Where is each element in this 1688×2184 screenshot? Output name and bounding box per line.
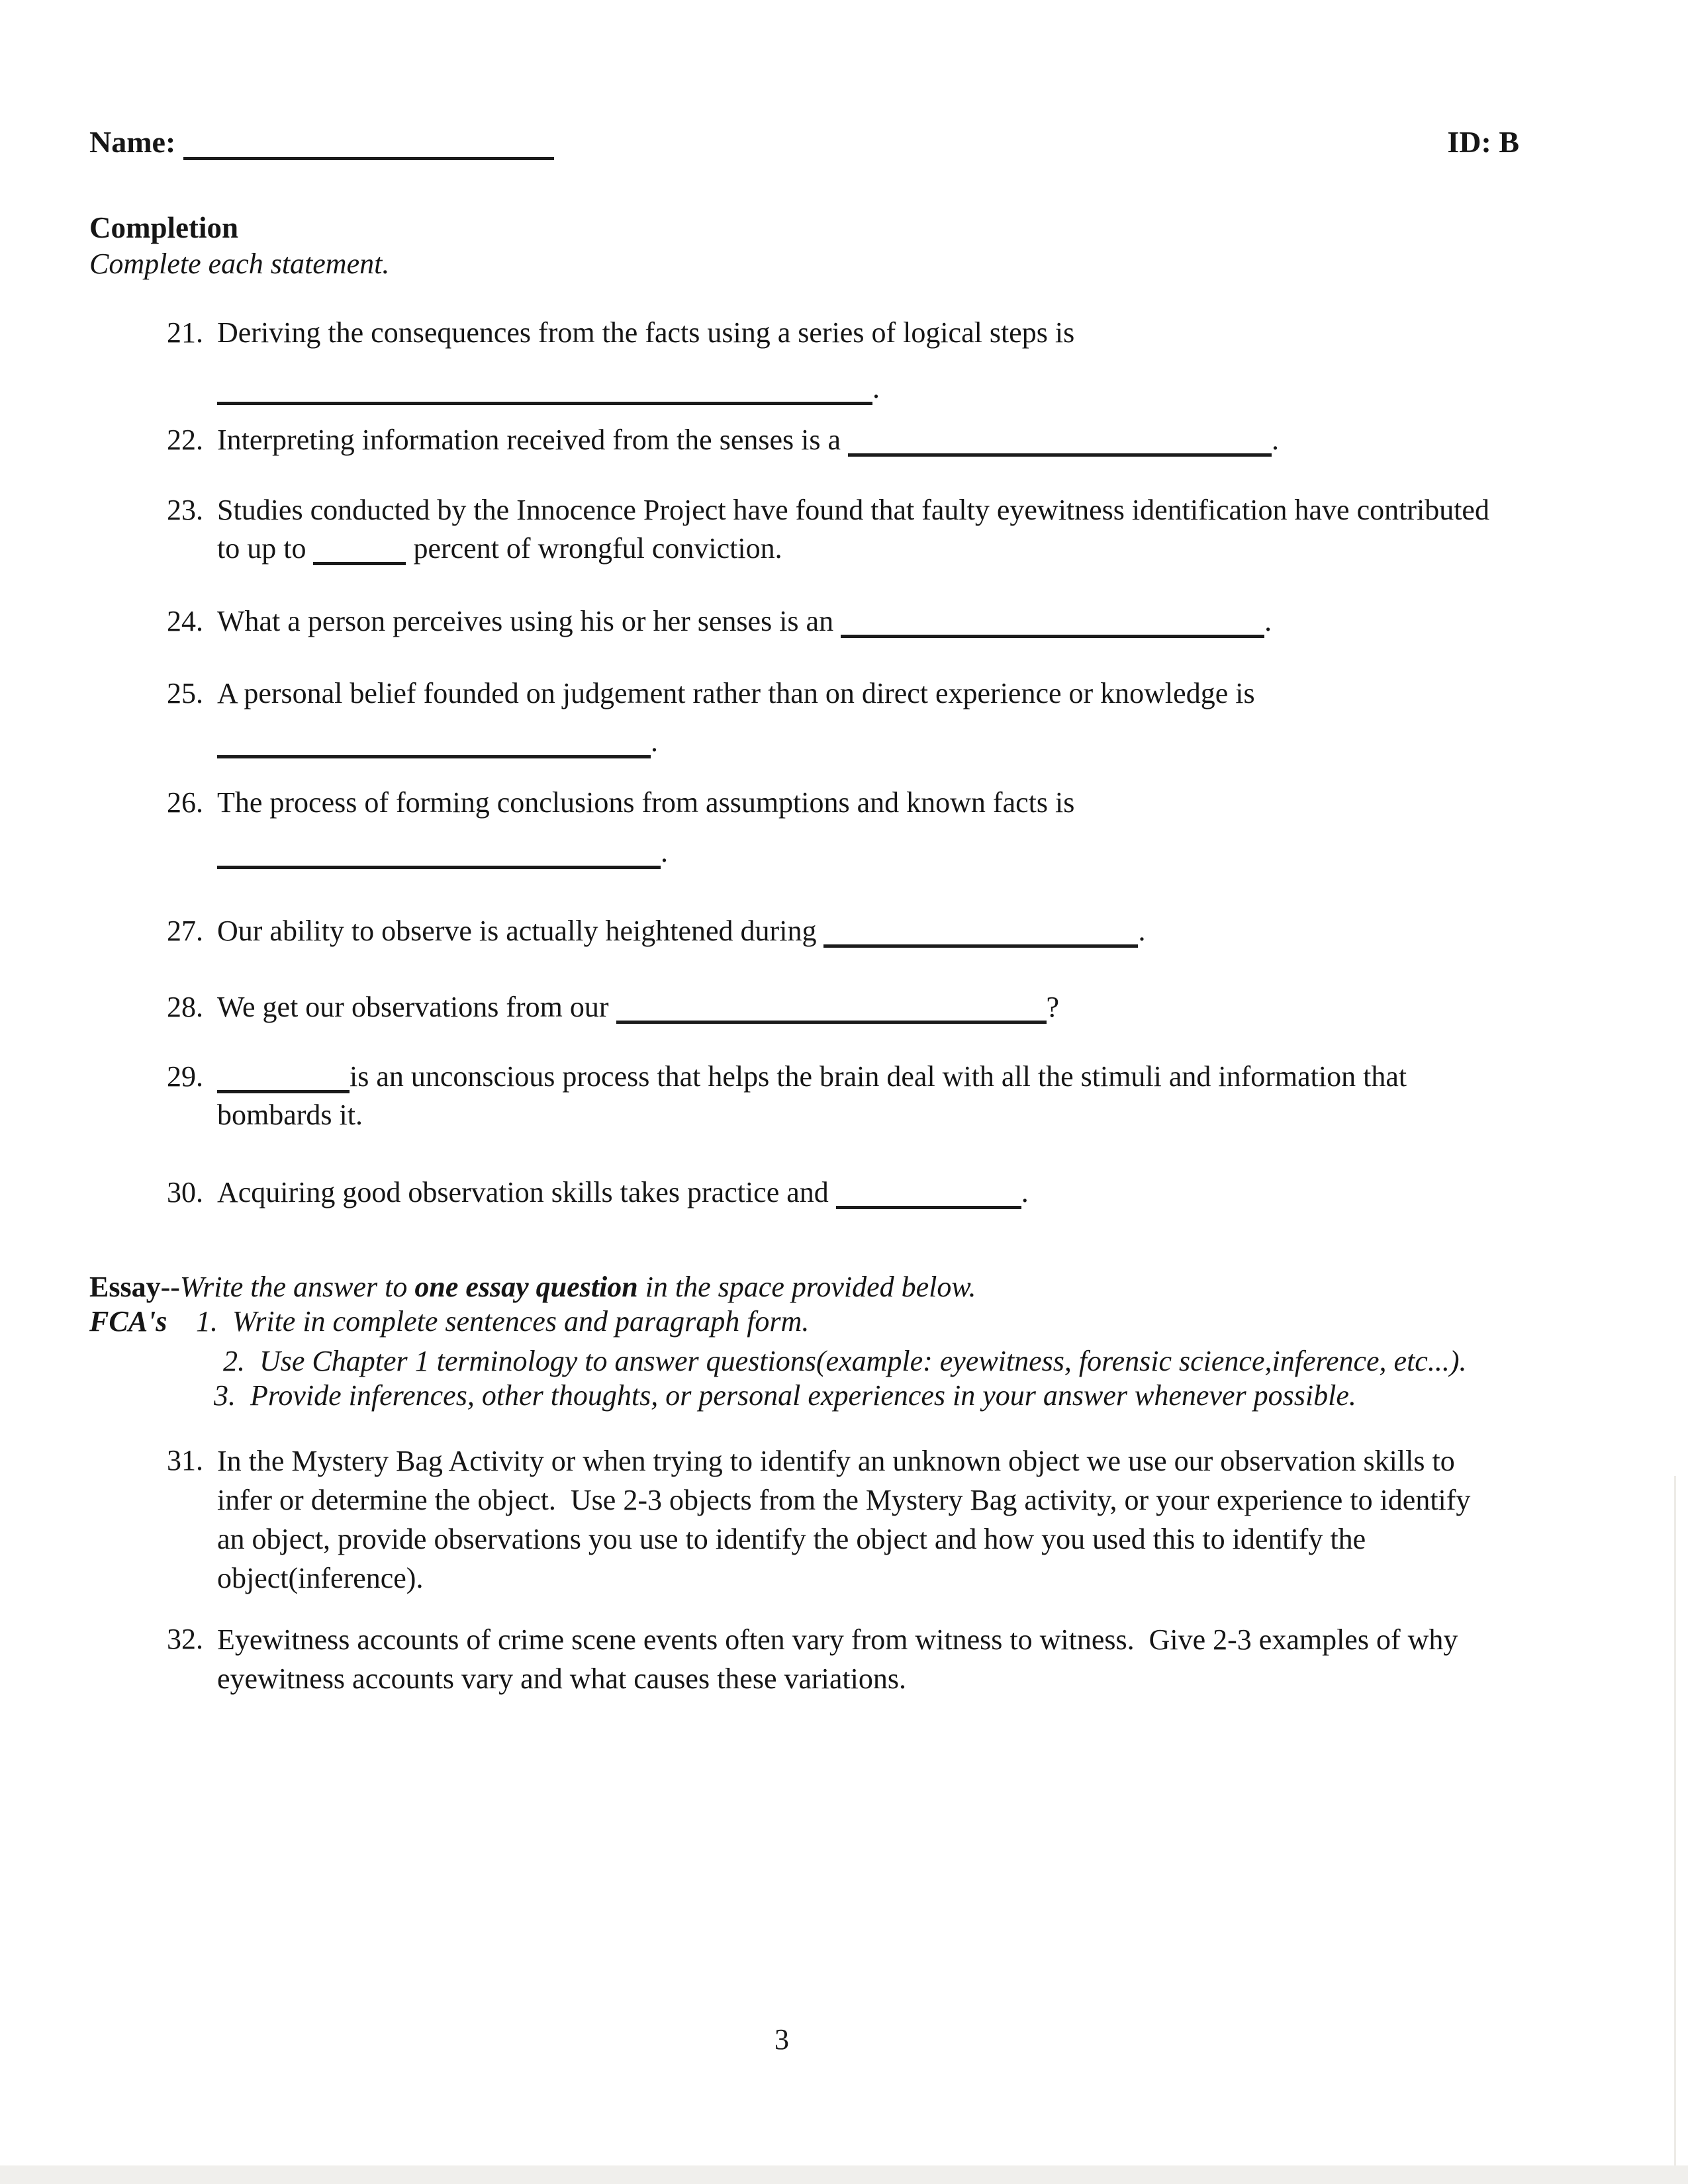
- fca-item-1: 1. Write in complete sentences and paragraph form.: [196, 1305, 810, 1338]
- name-label: Name:: [89, 125, 176, 159]
- essay-heading-line: [89, 1268, 976, 1306]
- question-27: [167, 912, 1145, 950]
- question-number: 25.: [167, 677, 203, 709]
- completion-instruction: Complete each statement.: [89, 248, 390, 280]
- punctuation: .: [1264, 605, 1272, 637]
- id-label: ID: B: [1447, 125, 1519, 159]
- question-text: percent of wrongful conviction.: [413, 532, 782, 565]
- question-text: We get our observations from our: [217, 991, 609, 1023]
- question-number: 28.: [167, 991, 203, 1023]
- question-32: [167, 1620, 1458, 1698]
- answer-blank: [313, 562, 406, 565]
- question-number: 23.: [167, 494, 203, 526]
- name-field: [89, 124, 554, 160]
- punctuation: .: [1021, 1176, 1029, 1208]
- question-number: 32.: [167, 1623, 203, 1655]
- question-text: The process of forming conclusions from assumptions and known facts is: [217, 786, 1075, 819]
- question-number: 30.: [167, 1176, 203, 1208]
- answer-blank: [217, 1090, 350, 1093]
- essay-intro-text: in the space provided below.: [637, 1271, 976, 1303]
- fca-item-3: 3. Provide inferences, other thoughts, or personal experiences in your answer whenever possible.: [214, 1379, 1356, 1412]
- question-text: an object, provide observations you use to identify the object and how you used this to identify the: [217, 1523, 1366, 1555]
- essay-intro-emphasis: one essay question: [414, 1271, 638, 1303]
- question-text: Acquiring good observation skills takes practice and: [217, 1176, 829, 1208]
- question-number: 22.: [167, 424, 203, 456]
- question-text: object(inference).: [217, 1562, 424, 1594]
- punctuation: .: [872, 372, 880, 404]
- question-number: 27.: [167, 915, 203, 947]
- page-header: [89, 124, 1519, 160]
- scan-artifact-bottom-band: [0, 2165, 1688, 2184]
- punctuation: .: [1138, 915, 1146, 947]
- scan-artifact-right-line: [1674, 1476, 1676, 2165]
- question-31: [167, 1441, 1470, 1598]
- essay-intro-text: Write the answer to: [179, 1271, 415, 1303]
- question-number: 29.: [167, 1060, 203, 1093]
- name-blank: [183, 157, 554, 160]
- answer-line: [217, 723, 1255, 761]
- question-text: In the Mystery Bag Activity or when trying to identify an unknown object we use our observation skills to: [217, 1445, 1455, 1477]
- question-number: 21.: [167, 316, 203, 349]
- question-number: 31.: [167, 1444, 203, 1477]
- question-21: [167, 314, 1074, 408]
- answer-blank: [823, 944, 1138, 948]
- answer-blank: [841, 635, 1264, 638]
- answer-blank: [836, 1206, 1021, 1209]
- question-26: [167, 784, 1074, 872]
- question-text: Eyewitness accounts of crime scene events often vary from witness to witness. Give 2-3 examples of why: [217, 1623, 1458, 1656]
- question-30: [167, 1173, 1029, 1212]
- question-29: [167, 1058, 1407, 1134]
- fca-label: FCA's: [89, 1305, 167, 1338]
- answer-blank: [848, 453, 1272, 457]
- question-text: Interpreting information received from the senses is a: [217, 424, 841, 456]
- answer-blank: [217, 866, 661, 869]
- question-number: 24.: [167, 605, 203, 637]
- question-text: infer or determine the object. Use 2-3 objects from the Mystery Bag activity, or your experience to identify: [217, 1484, 1471, 1516]
- punctuation: .: [1272, 424, 1280, 456]
- answer-blank: [616, 1021, 1047, 1024]
- completion-heading: Completion: [89, 211, 238, 244]
- question-25: [167, 674, 1255, 761]
- question-text: What a person perceives using his or her senses is an: [217, 605, 834, 637]
- page-number: 3: [774, 2023, 789, 2056]
- answer-line: [217, 369, 1074, 408]
- question-text: Studies conducted by the Innocence Project have found that faulty eyewitness identification have contributed: [217, 494, 1489, 526]
- question-number: 26.: [167, 786, 203, 819]
- punctuation: .: [661, 836, 668, 868]
- question-text: is an unconscious process that helps the brain deal with all the stimuli and information that: [350, 1060, 1407, 1093]
- question-28: [167, 988, 1059, 1026]
- question-text: bombards it.: [217, 1099, 363, 1131]
- question-23: [167, 491, 1489, 568]
- question-text: eyewitness accounts vary and what causes these variations.: [217, 1662, 906, 1695]
- question-22: [167, 421, 1279, 459]
- question-text: A personal belief founded on judgement rather than on direct experience or knowledge is: [217, 677, 1255, 709]
- answer-blank: [217, 755, 651, 758]
- answer-line: [217, 833, 1074, 872]
- fca-item-2: 2. Use Chapter 1 terminology to answer questions(example: eyewitness, forensic science,inference, etc...).: [223, 1345, 1467, 1377]
- question-text: Deriving the consequences from the facts using a series of logical steps is: [217, 316, 1075, 349]
- essay-heading: Essay--: [89, 1271, 180, 1303]
- answer-blank: [217, 402, 872, 405]
- punctuation: ?: [1046, 991, 1060, 1023]
- punctuation: .: [651, 725, 658, 758]
- question-24: [167, 602, 1272, 641]
- question-text: Our ability to observe is actually heightened during: [217, 915, 817, 947]
- question-text: to up to: [217, 532, 306, 565]
